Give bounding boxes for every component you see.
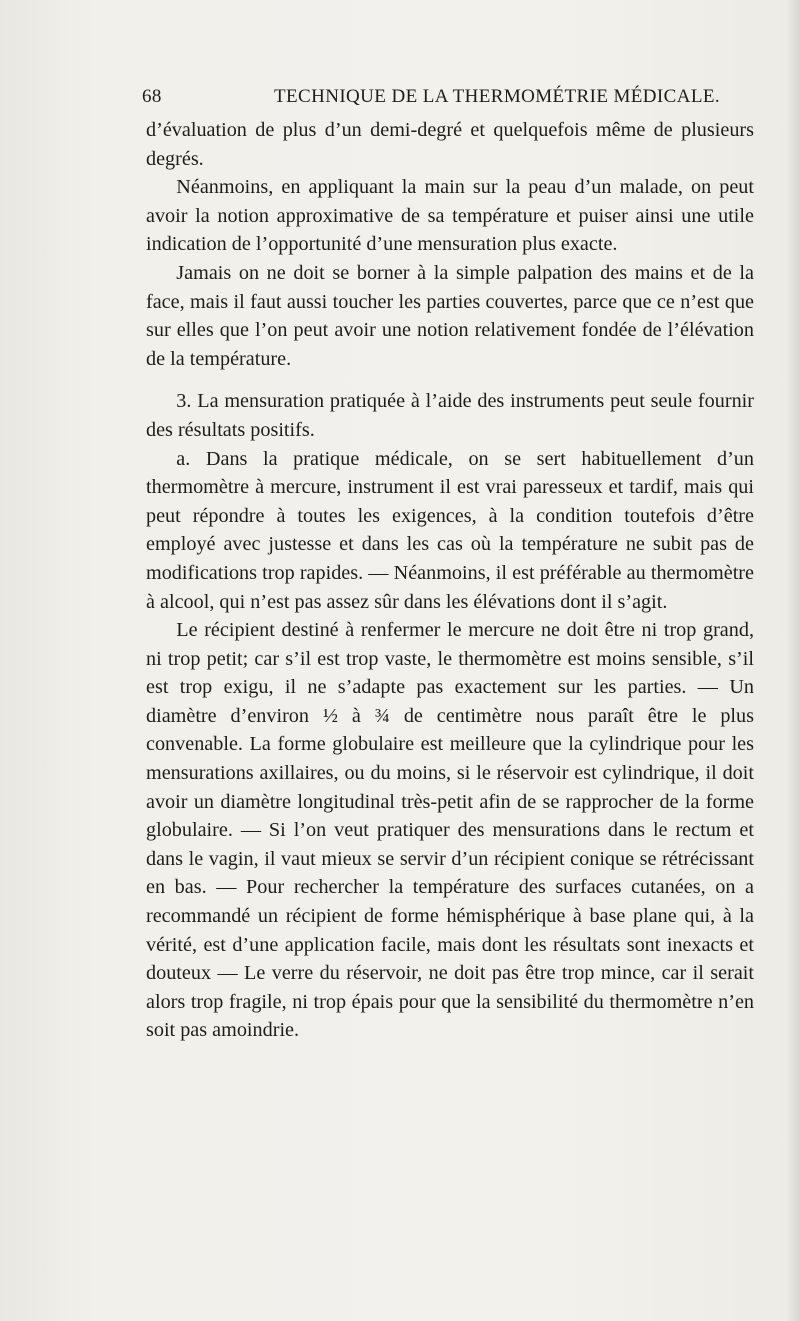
body-text xyxy=(146,116,754,1045)
paragraph-reservoir: Le récipient destiné à renfermer le mercure ne doit être ni trop grand, ni trop petit; car s’il est trop vaste, le thermomètre est moins sensible, s’il est trop exigu, il ne s’adapte pas exactement sur les parties. — Un diamètre d’environ ½ à ¾ de centimètre nous paraît être le plus convenable. La forme globulaire est meilleure que la cylindrique pour les mensurations axillaires, ou du moins, si le réservoir est cylindrique, il doit avoir un diamètre longitudinal très-petit afin de se rapprocher de la forme globulaire. — Si l’on veut pratiquer des mensurations dans le rectum et dans le vagin, il vaut mieux se servir d’un récipient conique se rétrécissant en bas. — Pour rechercher la température des surfaces cutanées, on a recommandé un récipient de forme hémisphérique à base plane qui, à la vérité, est d’une application facile, mais dont les résultats sont inexacts et douteux — Le verre du réservoir, ne doit pas être trop mince, car il serait alors trop fragile, ni trop épais pour que la sensibilité du thermomètre n’en soit pas amoindrie. xyxy=(146,619,754,1042)
paragraph-section-3: 3. La mensuration pratiquée à l’aide des instruments peut seule fournir des résultats positifs. xyxy=(146,390,754,441)
paragraph-mercury-thermometer: a. Dans la pratique médicale, on se sert habituellement d’un thermomètre à mercure, instrument il est vrai paresseux et tardif, mais qui peut répondre à toutes les exigences, à la condition toutefois d’être employé avec justesse et dans les cas où la température ne subit pas de modifications trop rapides. — Néanmoins, il est préférable au thermomètre à alcool, qui n’est pas assez sûr dans les élévations dont il s’agit. xyxy=(146,447,754,613)
paragraph-covered-parts: Jamais on ne doit se borner à la simple palpation des mains et de la face, mais il faut aussi toucher les parties couvertes, parce que ce n’est que sur elles que l’on peut avoir une notion relativement fondée de l’élévation de la température. xyxy=(146,261,754,370)
page-number: 68 xyxy=(142,86,162,107)
paragraph-continuation: d’évaluation de plus d’un demi-degré et quelquefois même de plusieurs degrés. xyxy=(146,119,754,170)
page-edge-shadow xyxy=(786,0,800,1321)
paragraph-palpation: Néanmoins, en appliquant la main sur la peau d’un malade, on peut avoir la notion approximative de sa température et puiser ainsi une utile indication de l’opportunité d’une mensuration plus exacte. xyxy=(146,176,754,256)
running-title: TECHNIQUE DE LA THERMOMÉTRIE MÉDICALE. xyxy=(274,86,721,107)
